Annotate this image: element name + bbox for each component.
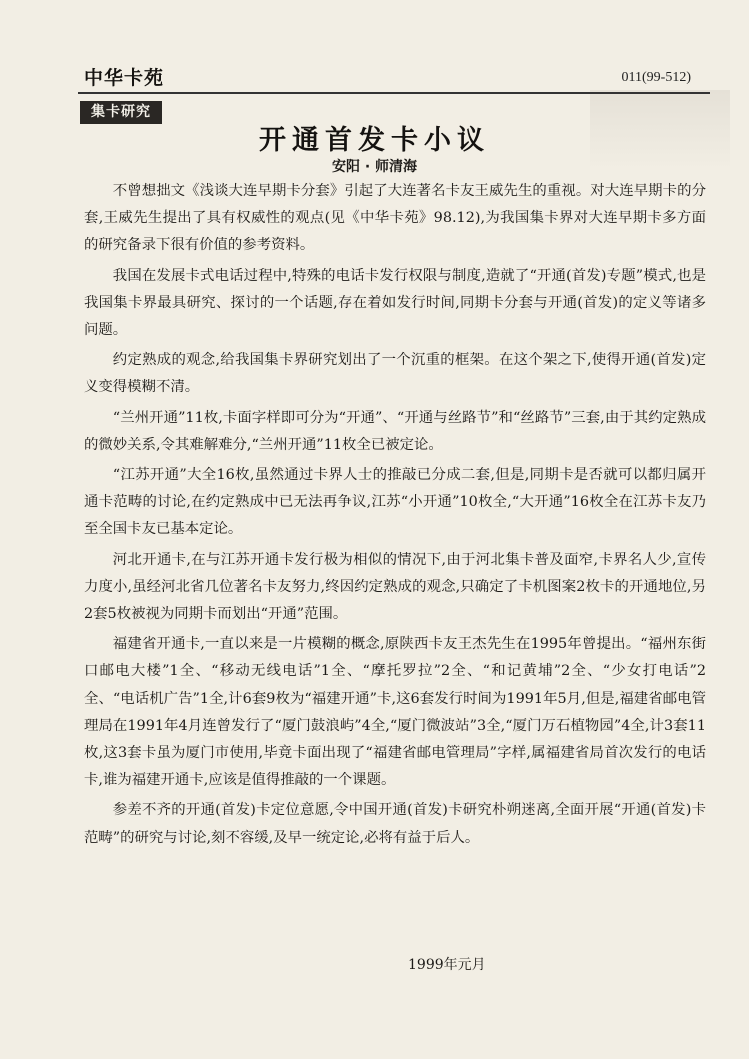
page-code: 011(99-512) (621, 70, 691, 85)
article-author: 安阳 · 师清海 (331, 159, 418, 175)
paragraph-8: 参差不齐的开通(首发)卡定位意愿,令中国开通(首发)卡研究朴朔迷离,全面开展“开通(首发)卡范畴”的研究与讨论,刻不容缓,及早一统定论,必将有益于后人。 (84, 802, 706, 846)
paragraph-7: 福建省开通卡,一直以来是一片模糊的概念,原陕西卡友王杰先生在1995年曾提出。“福州东街口邮电大楼”1全、“移动无线电话”1全、“摩托罗拉”2全、“和记黄埔”2全、“少女打电话”2全、“电话机广告”1全,计6套9枚为“福建开通”卡,这6套发行时间为1991年5月,但是,福建省邮电管理局在1991年4月连曾发行了“厦门鼓浪屿”4全,“厦门微波站”3全,“厦门万石植物园”4全,计3套11枚,这3套卡虽为厦门市使用,毕竟卡面出现了“福建省邮电管理局”字样,属福建省局首次发行的电话卡,谁为福建开通卡,应该是值得推敲的一个课题。 (84, 636, 706, 789)
paragraph-4: “兰州开通”11枚,卡面字样即可分为“开通”、“开通与丝路节”和“丝路节”三套,由于其约定熟成的微妙关系,令其难解难分,“兰州开通”11枚全已被定论。 (84, 409, 706, 453)
paragraph-2: 我国在发展卡式电话过程中,特殊的电话卡发行权限与制度,造就了“开通(首发)专题”模式,也是我国集卡界最具研究、探讨的一个话题,存在着如发行时间,同期卡分套与开通(首发)的定义等诸多问题。 (84, 267, 706, 339)
article-title: 开通首发卡小议 (259, 125, 490, 156)
paragraph-5: “江苏开通”大全16枚,虽然通过卡界人士的推敲已分成二套,但是,同期卡是否就可以都归属开通卡范畴的讨论,在约定熟成中已无法再争议,江苏“小开通”10枚全,“大开通”16枚全在江苏卡友乃至全国卡友已基本定论。 (84, 467, 706, 538)
paragraph-3: 约定熟成的观念,给我国集卡界研究划出了一个沉重的框架。在这个架之下,使得开通(首发)定义变得模糊不清。 (84, 352, 706, 396)
article-date: 1999年元月 (408, 957, 486, 973)
header-rule (78, 92, 710, 94)
magazine-title: 中华卡苑 (84, 67, 165, 89)
article-body (84, 178, 706, 855)
section-tag: 集卡研究 (80, 101, 162, 124)
paragraph-1: 不曾想拙文《浅谈大连早期卡分套》引起了大连著名卡友王威先生的重视。对大连早期卡的分套,王威先生提出了具有权威性的观点(见《中华卡苑》98.12),为我国集卡界对大连早期卡多方面的研究备录下很有价值的参考资料。 (84, 183, 706, 254)
paragraph-6: 河北开通卡,在与江苏开通卡发行极为相似的情况下,由于河北集卡普及面窄,卡界名人少,宣传力度小,虽经河北省几位著名卡友努力,终因约定熟成的观念,只确定了卡机图案2枚卡的开通地位,另2套5枚被视为同期卡而划出“开通”范围。 (84, 551, 706, 623)
